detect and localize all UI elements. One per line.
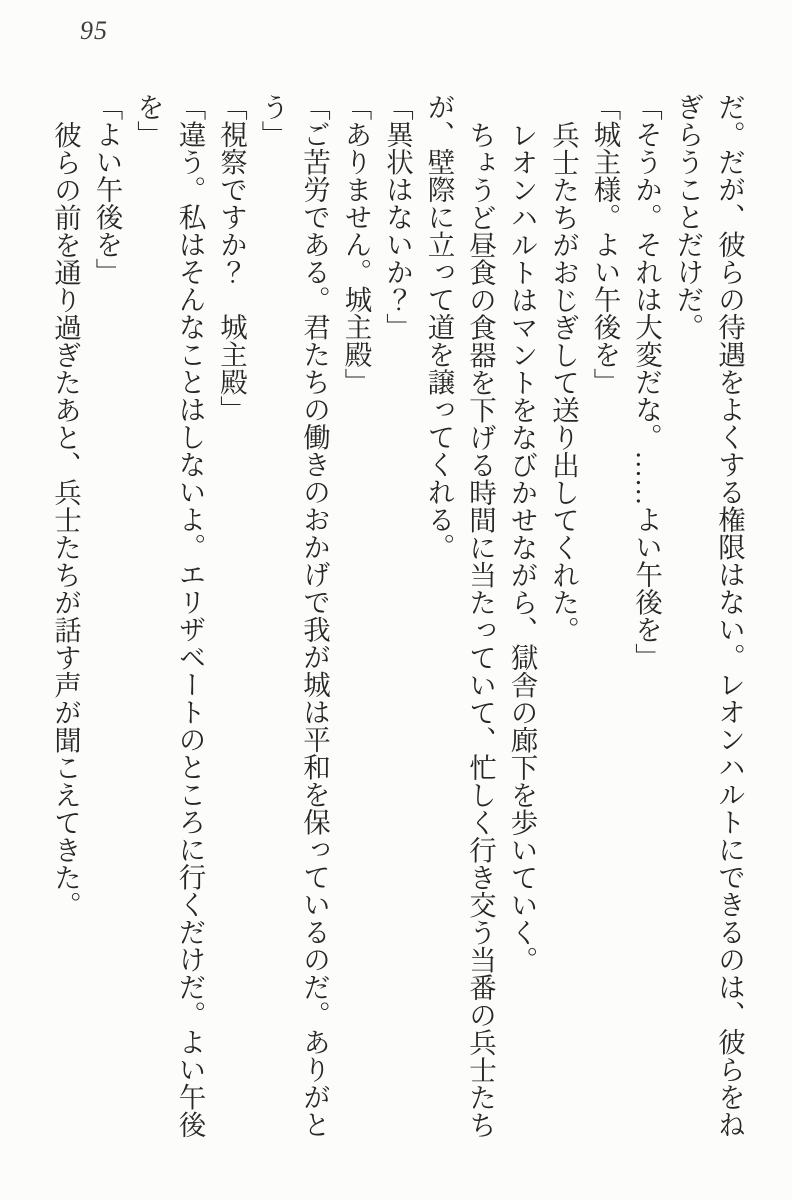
paragraph: レオンハルトはマントをなびかせながら、獄舎の廊下を歩いていく。: [506, 120, 538, 973]
paragraph: 「そうか。それは大変だな。……よい午後を」: [631, 93, 662, 671]
paragraph: 「ありません。城主殿」: [340, 93, 372, 396]
paragraph: 「よい午後を」: [91, 93, 123, 286]
paragraph: 「違う。私はそんなことはしないよ。エリザベートのところに行くだけだ。よい午後を」: [133, 93, 206, 1138]
page-number: 95: [80, 16, 108, 45]
paragraph: 「城主様。よい午後を」: [589, 93, 621, 396]
paragraph: だ。だが、彼らの待遇をよくする権限はない。レオンハルトにできるのは、彼らをねぎらうことだけだ。: [672, 93, 745, 1138]
paragraph: ちょうど昼食の食器を下げる時間に当たっていて、忙しく行き交う当番の兵士たちが、壁際に立って道を譲ってくれる。: [423, 93, 496, 1138]
paragraph: 「ご苦労である。君たちの働きのおかげで我が城は平和を保っているのだ。ありがとう」: [257, 93, 330, 1138]
vertical-text-block: [44, 93, 750, 1146]
paragraph: 「視察ですか？ 城主殿」: [216, 93, 247, 423]
paragraph: 彼らの前を通り過ぎたあと、兵士たちが話す声が聞こえてきた。: [50, 120, 81, 918]
paragraph: 兵士たちがおじぎして送り出してくれた。: [548, 120, 579, 643]
paragraph: 「異状はないか？」: [382, 93, 413, 341]
